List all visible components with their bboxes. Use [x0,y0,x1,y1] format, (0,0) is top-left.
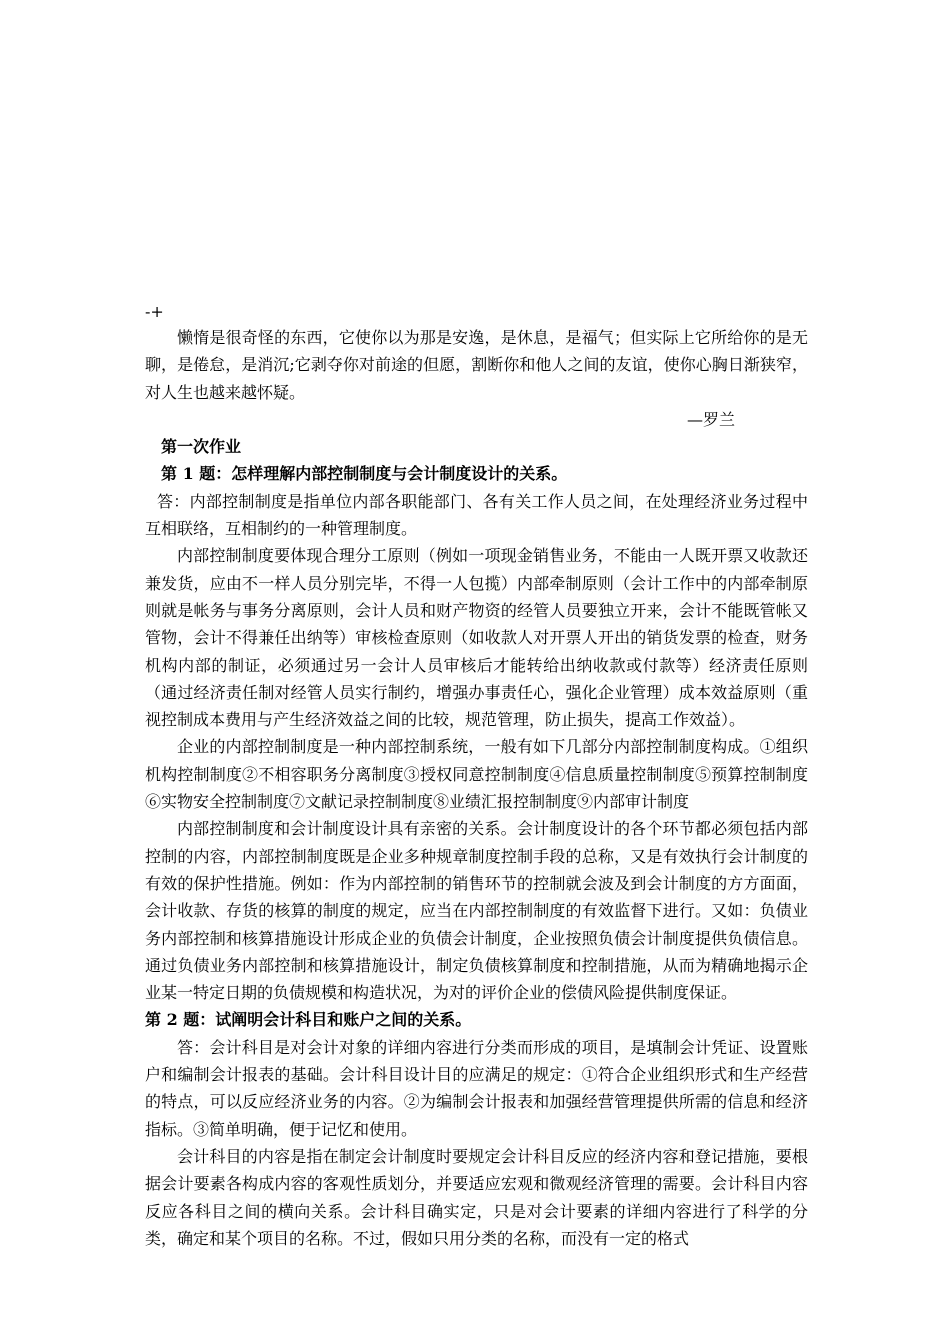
question-1-title: 第 1 题：怎样理解内部控制制度与会计制度设计的关系。 [161,464,568,484]
q1-answer-paragraph: 内部控制制度要体现合理分工原则（例如一项现金销售业务，不能由一人既开票又收款还兼发货，应由不一样人员分别完毕，不得一人包揽）内部牵制原则（会计工作中的内部牵制原则就是帐务与事务分离原则，会计人员和财产物资的经管人员要独立开来，会计不能既管帐又管物，会计不得兼任出纳等）审核检查原则（如收款人对开票人开出的销货发票的检查，财务机构内部的制证，必须通过另一会计人员审核后才能转给出纳收款或付款等）经济责任原则（通过经济责任制对经管人员实行制约，增强办事责任心，强化企业管理）成本效益原则（重视控制成本费用与产生经济效益之间的比较，规范管理，防止损失，提高工作效益）。 [145,546,808,730]
q1-answer-paragraph: 企业的内部控制制度是一种内部控制系统，一般有如下几部分内部控制制度构成。①组织机构控制制度②不相容职务分离制度③授权同意控制制度④信息质量控制制度⑤预算控制制度⑥实物安全控制制度⑦文献记录控制制度⑧业绩汇报控制制度⑨内部审计制度 [145,737,808,812]
page-marker: -+ [145,302,164,321]
question-2-title: 第 2 题：试阐明会计科目和账户之间的关系。 [145,1010,472,1030]
q2-answer-paragraph: 答：会计科目是对会计对象的详细内容进行分类而形成的项目，是填制会计凭证、设置账户和编制会计报表的基础。会计科目设计目的应满足的规定：①符合企业组织形式和生产经营的特点，可以反应经济业务的内容。②为编制会计报表和加强经营管理提供所需的信息和经济指标。③简单明确，便于记忆和使用。 [145,1037,808,1139]
q2-answer-paragraph: 会计科目的内容是指在制定会计制度时要规定会计科目反应的经济内容和登记措施，要根据会计要素各构成内容的客观性质划分，并要适应宏观和微观经济管理的需要。会计科目内容反应各科目之间的横向关系。会计科目确实定，只是对会计要素的详细内容进行了科学的分类，确定和某个项目的名称。不过，假如只用分类的名称，而没有一定的格式 [145,1146,808,1248]
quote-author: —罗兰 [686,409,735,429]
q1-answer-paragraph: 内部控制制度和会计制度设计具有亲密的关系。会计制度设计的各个环节都必须包括内部控制的内容，内部控制制度既是企业多种规章制度控制手段的总称，又是有效执行会计制度的有效的保护性措施。例如：作为内部控制的销售环节的控制就会波及到会计制度的方方面面，会计收款、存货的核算的制度的规定，应当在内部控制制度的有效监督下进行。又如：负债业务内部控制和核算措施设计形成企业的负债会计制度，企业按照负债会计制度提供负债信息。通过负债业务内部控制和核算措施设计，制定负债核算制度和控制措施，从而为精确地揭示企业某一特定日期的负债规模和构造状况，为对的评价企业的偿债风险提供制度保证。 [145,819,808,1003]
section-title: 第一次作业 [161,437,242,457]
document-page [145,300,808,1252]
quote-text: 懒惰是很奇怪的东西，它使你以为那是安逸，是休息，是福气；但实际上它所给你的是无聊，是倦怠，是消沉;它剥夺你对前途的但愿，割断你和他人之间的友谊，使你心胸日渐狭窄，对人生也越来越怀疑。 [145,328,808,402]
q1-answer-paragraph: 答：内部控制制度是指单位内部各职能部门、各有关工作人员之间，在处理经济业务过程中互相联络，互相制约的一种管理制度。 [145,491,808,539]
